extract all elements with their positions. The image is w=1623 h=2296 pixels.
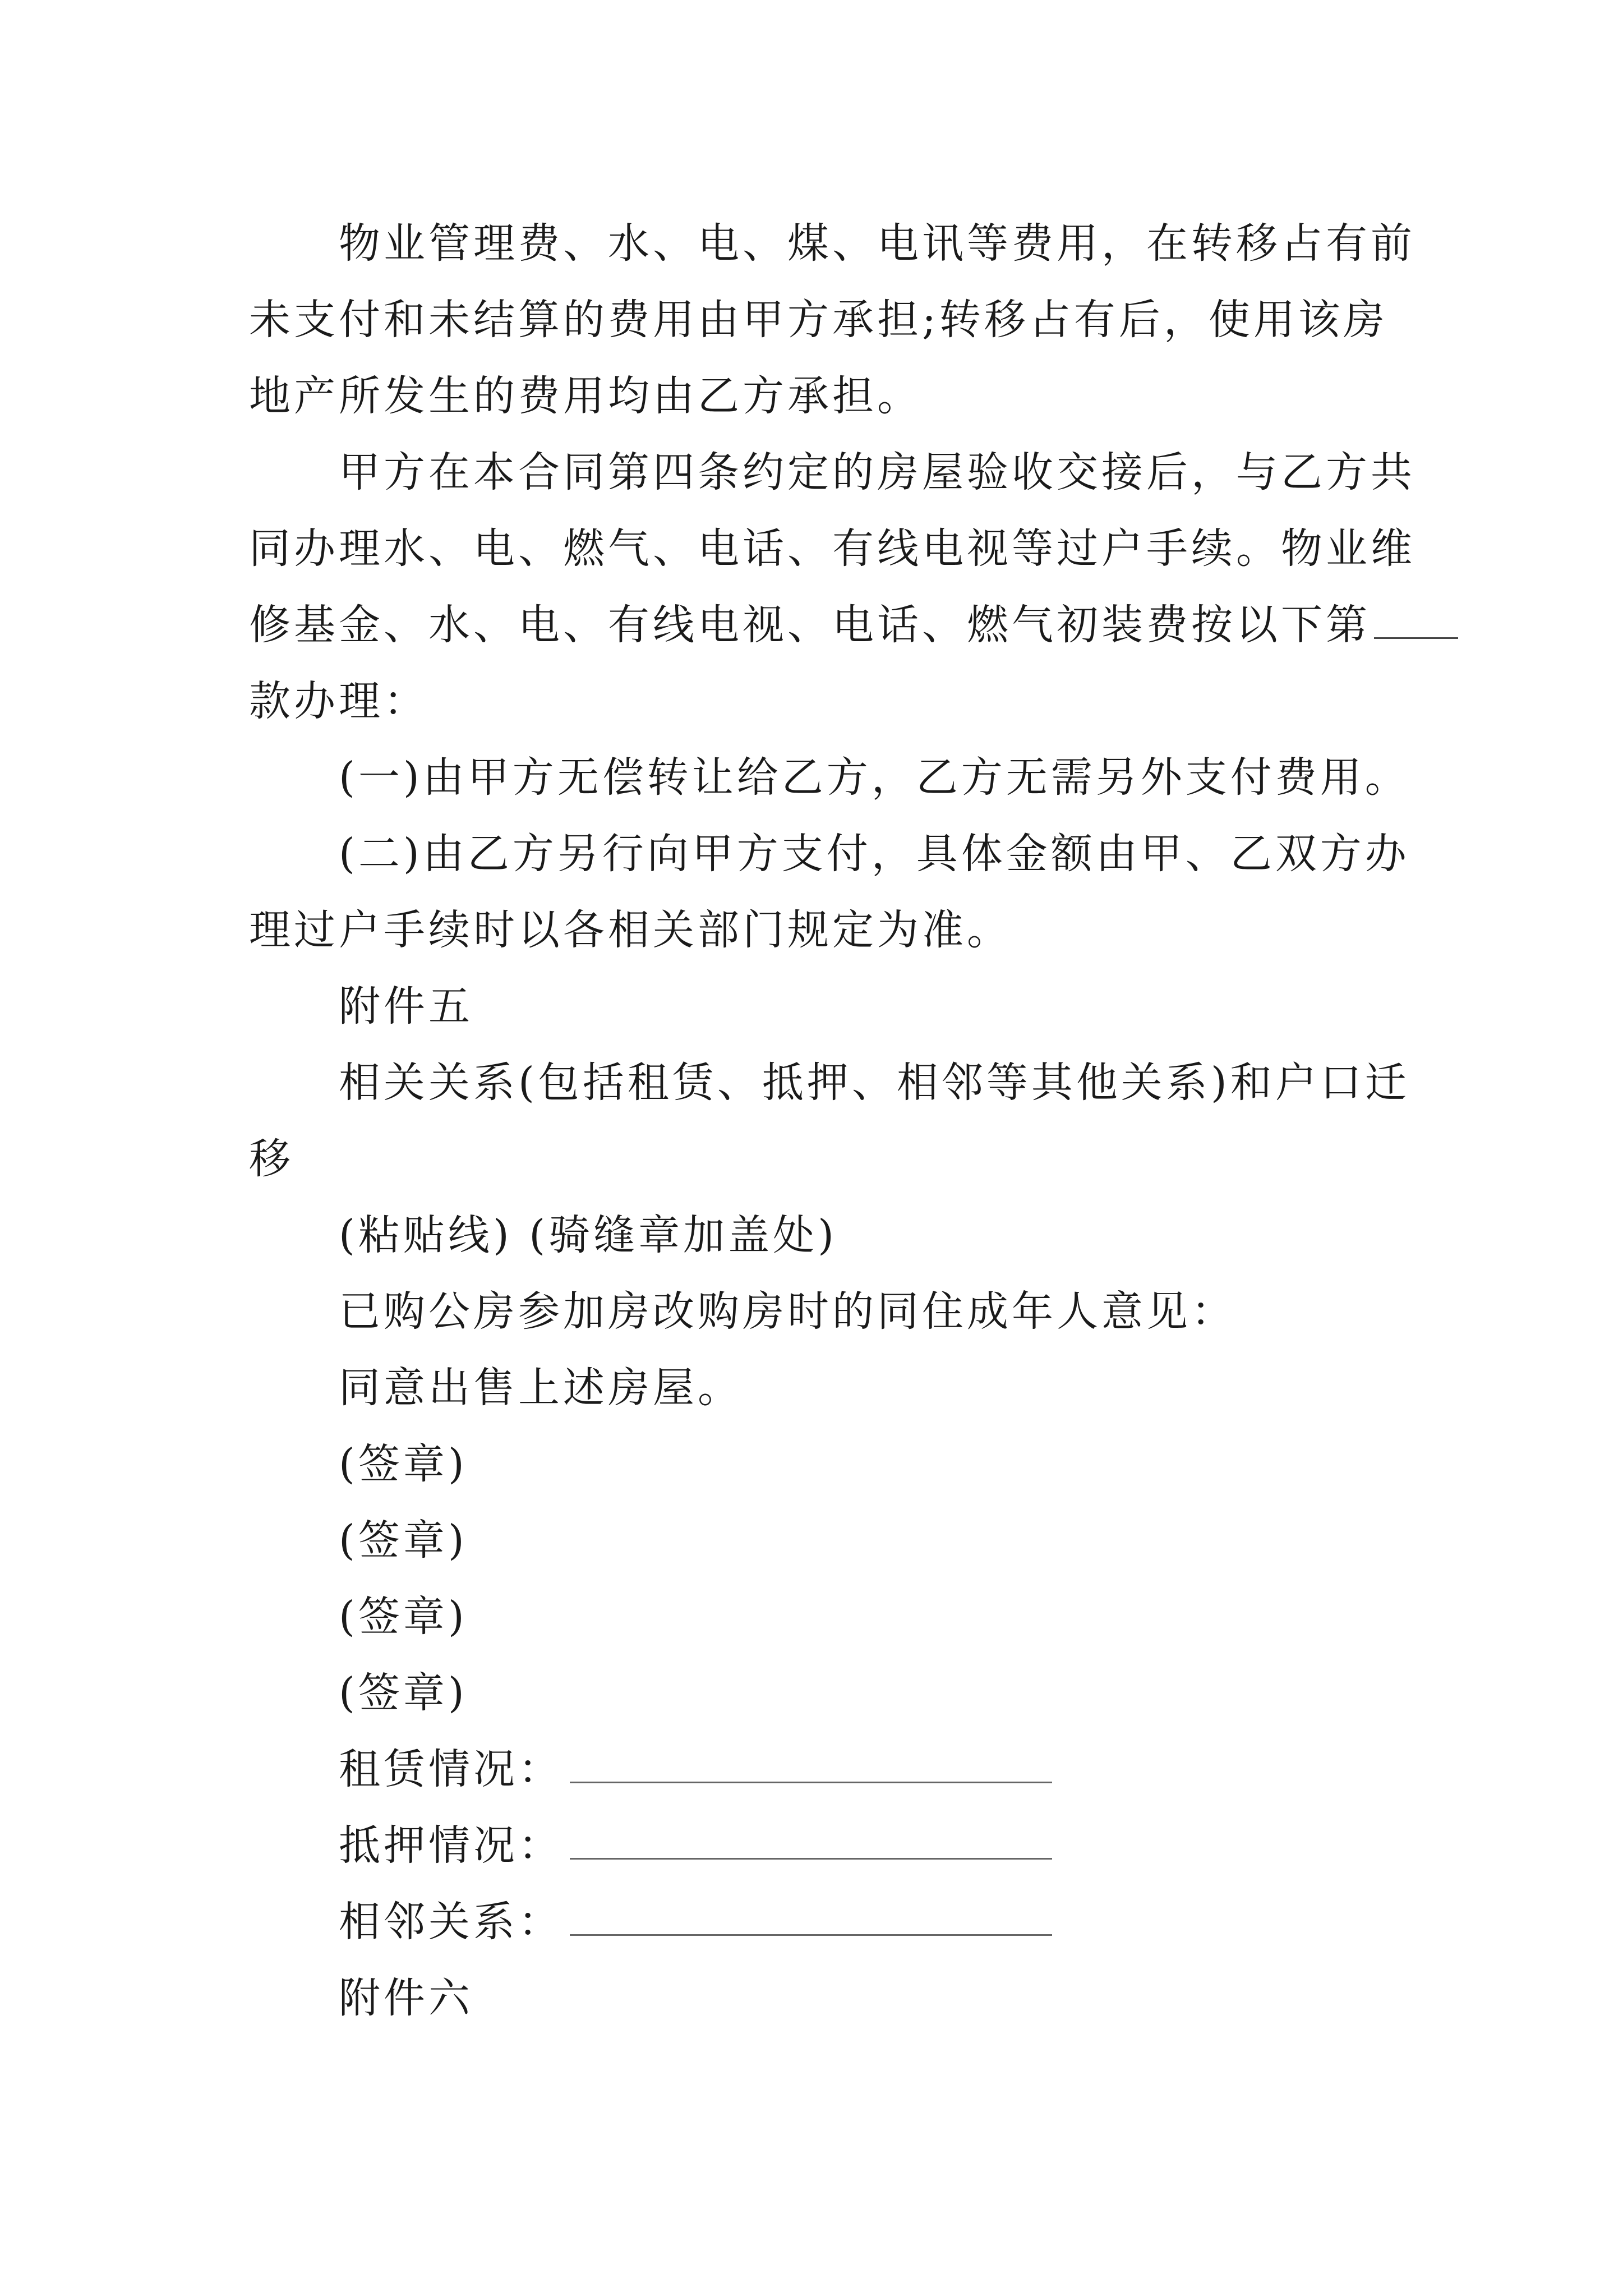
text-line xyxy=(249,1884,1393,1960)
text-line: (签章) xyxy=(339,1669,468,1717)
co-resident-opinion xyxy=(249,1273,1393,1350)
text-line: (签章) xyxy=(339,1440,468,1488)
appendix-5-heading xyxy=(249,968,1393,1045)
signature-line xyxy=(249,1655,1393,1731)
text-line: 附件五 xyxy=(339,982,473,1030)
paragraph-option-1 xyxy=(249,739,1410,816)
paragraph-option-2 xyxy=(249,816,1410,968)
document-body xyxy=(249,205,1415,2036)
text-line: (签章) xyxy=(339,1516,468,1565)
text-line: 物业管理费、水、电、煤、电讯等费用，在转移占有前 xyxy=(339,219,1415,268)
fill-in-blank xyxy=(1374,635,1458,639)
text-line: 附件六 xyxy=(339,1974,473,2022)
text-line: 已购公房参加房改购房时的同住成年人意见： xyxy=(339,1287,1236,1336)
text-line xyxy=(249,1807,1393,1884)
text-segment: 修基金、水、电、有线电视、电话、燃气初装费按以下第 xyxy=(249,601,1371,649)
signature-line xyxy=(249,1426,1393,1502)
field-label: 相邻关系： xyxy=(339,1898,563,1946)
text-line: 理过户手续时以各相关部门规定为准。 xyxy=(249,906,1012,954)
text-line: 地产所发生的费用均由乙方承担。 xyxy=(249,372,922,420)
fill-in-blank xyxy=(570,1748,1052,1783)
text-line: (签章) xyxy=(339,1593,468,1641)
text-line xyxy=(249,587,1393,663)
field-label: 抵押情况： xyxy=(339,1821,563,1870)
text-line: (二)由乙方另行向甲方支付，具体金额由甲、乙双方办 xyxy=(339,830,1410,878)
appendix-6-heading xyxy=(249,1960,1393,2036)
consent-statement xyxy=(249,1350,1393,1426)
text-line: 移 xyxy=(249,1135,294,1183)
fill-in-blank xyxy=(570,1901,1052,1936)
mortgage-status-field xyxy=(249,1807,1393,1884)
text-line: 同意出售上述房屋。 xyxy=(339,1364,743,1412)
field-label: 租赁情况： xyxy=(339,1745,563,1793)
text-line: 甲方在本合同第四条约定的房屋验收交接后，与乙方共 xyxy=(339,448,1415,496)
paragraph-relations xyxy=(249,1045,1410,1197)
text-line: 相关关系(包括租赁、抵押、相邻等其他关系)和户口迁 xyxy=(339,1059,1410,1107)
fill-in-blank xyxy=(570,1824,1052,1860)
lease-status-field xyxy=(249,1731,1393,1807)
text-line: 未支付和未结算的费用由甲方承担;转移占有后，使用该房 xyxy=(249,296,1388,344)
paragraph-transfer xyxy=(249,434,1415,739)
text-line: 同办理水、电、燃气、电话、有线电视等过户手续。物业维 xyxy=(249,524,1415,573)
signature-line xyxy=(249,1502,1393,1579)
paste-line-note xyxy=(249,1197,1393,1273)
text-line: (粘贴线) (骑缝章加盖处) xyxy=(339,1211,838,1259)
text-line xyxy=(249,1731,1393,1807)
paragraph-fees xyxy=(249,205,1415,434)
text-line: 款办理： xyxy=(249,677,428,725)
neighbor-relations-field xyxy=(249,1884,1393,1960)
signature-line xyxy=(249,1579,1393,1655)
text-line: (一)由甲方无偿转让给乙方，乙方无需另外支付费用。 xyxy=(339,753,1410,802)
